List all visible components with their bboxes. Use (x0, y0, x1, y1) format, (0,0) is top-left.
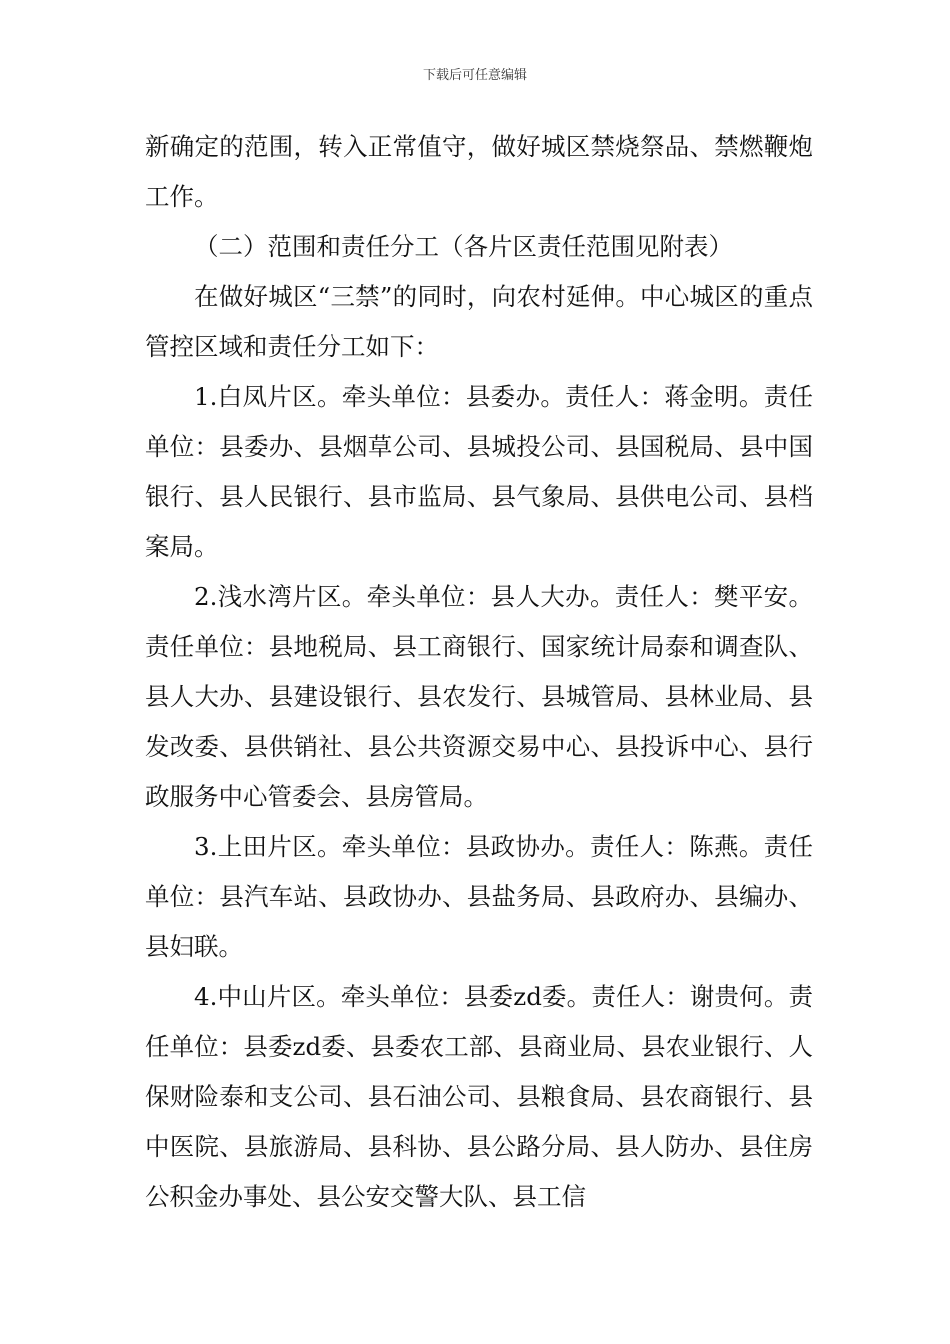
paragraph-7: 4.中山片区。牵头单位：县委zd委。责任人：谢贵何。责任单位：县委zd委、县委农工部、县商业局、县农业银行、人保财险泰和支公司、县石油公司、县粮食局、县农商银行、县中医院、县旅游局、县科协、县公路分局、县人防办、县住房公积金办事处、县公安交警大队、县工信 (145, 982, 813, 1211)
paragraph-1: 新确定的范围，转入正常值守，做好城区禁烧祭品、禁燃鞭炮工作。 (145, 132, 813, 211)
paragraph-2: （二）范围和责任分工（各片区责任范围见附表） (194, 232, 733, 261)
paragraph-3: 在做好城区“三禁”的同时，向农村延伸。中心城区的重点管控区域和责任分工如下： (145, 282, 813, 361)
document-body (145, 122, 813, 1222)
paragraph-6: 3.上田片区。牵头单位：县政协办。责任人：陈燕。责任单位：县汽车站、县政协办、县盐务局、县政府办、县编办、县妇联。 (145, 832, 813, 961)
page-header: 下载后可任意编辑 (422, 68, 527, 83)
paragraph-5: 2.浅水湾片区。牵头单位：县人大办。责任人：樊平安。责任单位：县地税局、县工商银行、国家统计局泰和调查队、县人大办、县建设银行、县农发行、县城管局、县林业局、县发改委、县供销社、县公共资源交易中心、县投诉中心、县行政服务中心管委会、县房管局。 (145, 582, 813, 811)
paragraph-4: 1.白凤片区。牵头单位：县委办。责任人：蒋金明。责任单位：县委办、县烟草公司、县城投公司、县国税局、县中国银行、县人民银行、县市监局、县气象局、县供电公司、县档案局。 (145, 382, 813, 561)
